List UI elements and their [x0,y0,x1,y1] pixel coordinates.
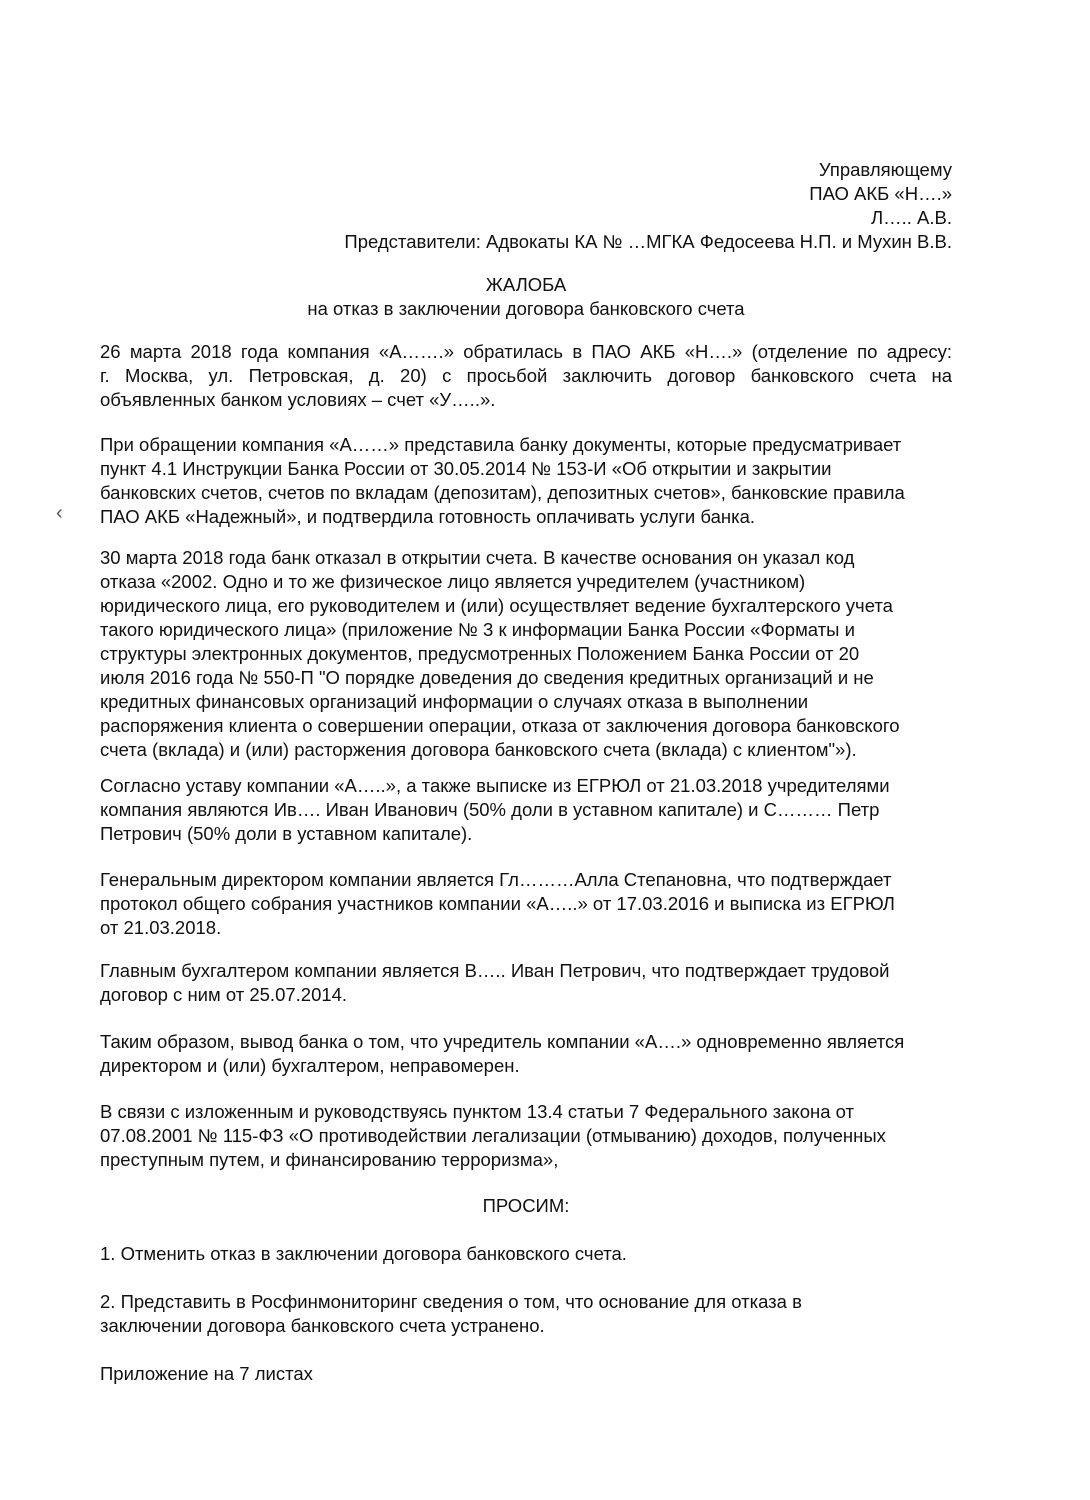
text-line: распоряжения клиента о совершении операции, отказа от заключения договора банковского [100,715,900,736]
text-line: кредитных финансовых организаций информации о случаях отказа в выполнении [100,691,809,712]
paragraph [100,340,952,412]
text-line: объявленных банком условиях – счет «У…..». [100,389,496,410]
text-line: директором и (или) бухгалтером, неправомерен. [100,1055,520,1076]
text-line: Петрович (50% доли в уставном капитале). [100,823,473,844]
text-line: Главным бухгалтером компании является В….. Иван Петрович, что подтверждает трудовой [100,960,890,981]
paragraph [100,546,952,762]
text-line: отказа «2002. Одно и то же физическое лицо является учредителем (участником) [100,571,806,592]
paragraph [100,774,952,846]
request-heading-block [100,1194,952,1218]
text-line: счета (вклада) и (или) расторжения договора банковского счета (вклада) с клиентом"»). [100,739,857,760]
text-line: 2. Представить в Росфинмониторинг сведения о том, что основание для отказа в [100,1291,802,1312]
text-line: г. Москва, ул. Петровская, д. 20) с просьбой заключить договор банковского счета на [100,365,952,386]
text-line: договор с ним от 25.07.2014. [100,984,348,1005]
text-line: компания являются Ив…. Иван Иванович (50% доли в уставном капитале) и С……… Петр [100,799,880,820]
text-line: протокол общего собрания участников компании «А…..» от 17.03.2016 и выписка из ЕГРЮЛ [100,893,895,914]
paragraph [100,868,952,940]
scan-mark: ‹ [56,502,63,524]
document-subtitle: на отказ в заключении договора банковского счета [307,298,745,319]
text-line: такого юридического лица» (приложение № 3 к информации Банка России «Форматы и [100,619,855,640]
request-item [100,1242,952,1266]
request-item [100,1290,952,1338]
text-line: При обращении компания «А……» представила банку документы, которые предусматривает [100,434,902,455]
addressee-line: Управляющему [818,159,952,180]
text-line: 07.08.2001 № 115-ФЗ «О противодействии легализации (отмыванию) доходов, полученных [100,1125,886,1146]
text-line: 30 марта 2018 года банк отказал в открытии счета. В качестве основания он указал код [100,547,855,568]
text-line: от 21.03.2018. [100,917,222,938]
document-title: ЖАЛОБА [485,274,567,295]
text-line: юридического лица, его руководителем и (или) осуществляет ведение бухгалтерского учета [100,595,893,616]
text-line: В связи с изложенным и руководствуясь пунктом 13.4 статьи 7 Федерального закона от [100,1101,855,1122]
paragraph [100,959,952,1007]
addressee-line: Л….. А.В. [870,207,952,228]
text-line: банковских счетов, счетов по вкладам (депозитам), депозитных счетов», банковские правила [100,482,905,503]
text-line: Согласно уставу компании «А…..», а также выписке из ЕГРЮЛ от 21.03.2018 учредителями [100,775,890,796]
request-heading: ПРОСИМ: [482,1195,570,1216]
paragraph [100,1030,952,1078]
representatives-line: Представители: Адвокаты КА № …МГКА Федосеева Н.П. и Мухин В.В. [344,231,952,252]
text-line: заключении договора банковского счета устранено. [100,1315,545,1336]
text-line: структуры электронных документов, предусмотренных Положением Банка России от 20 [100,643,860,664]
text-line: Таким образом, вывод банка о том, что учредитель компании «А….» одновременно является [100,1031,905,1052]
addressee-block [100,158,952,254]
text-line: 26 марта 2018 года компания «А…….» обратилась в ПАО АКБ «Н….» (отделение по адресу: [100,341,952,362]
addressee-line: ПАО АКБ «Н….» [809,183,952,204]
text-line: преступным путем, и финансированию терроризма», [100,1149,559,1170]
text-line: ПАО АКБ «Надежный», и подтвердила готовность оплачивать услуги банка. [100,506,756,527]
attachment-note: Приложение на 7 листах [100,1363,313,1384]
text-line: Генеральным директором компании является Гл………Алла Степановна, что подтверждает [100,869,892,890]
attachment-block [100,1362,952,1386]
paragraph [100,1100,952,1172]
paragraph [100,433,952,529]
text-line: 1. Отменить отказ в заключении договора банковского счета. [100,1243,627,1264]
document-title-block [100,273,952,321]
text-line: июля 2016 года № 550-П "О порядке доведения до сведения кредитных организаций и не [100,667,874,688]
text-line: пункт 4.1 Инструкции Банка России от 30.05.2014 № 153-И «Об открытии и закрытии [100,458,832,479]
